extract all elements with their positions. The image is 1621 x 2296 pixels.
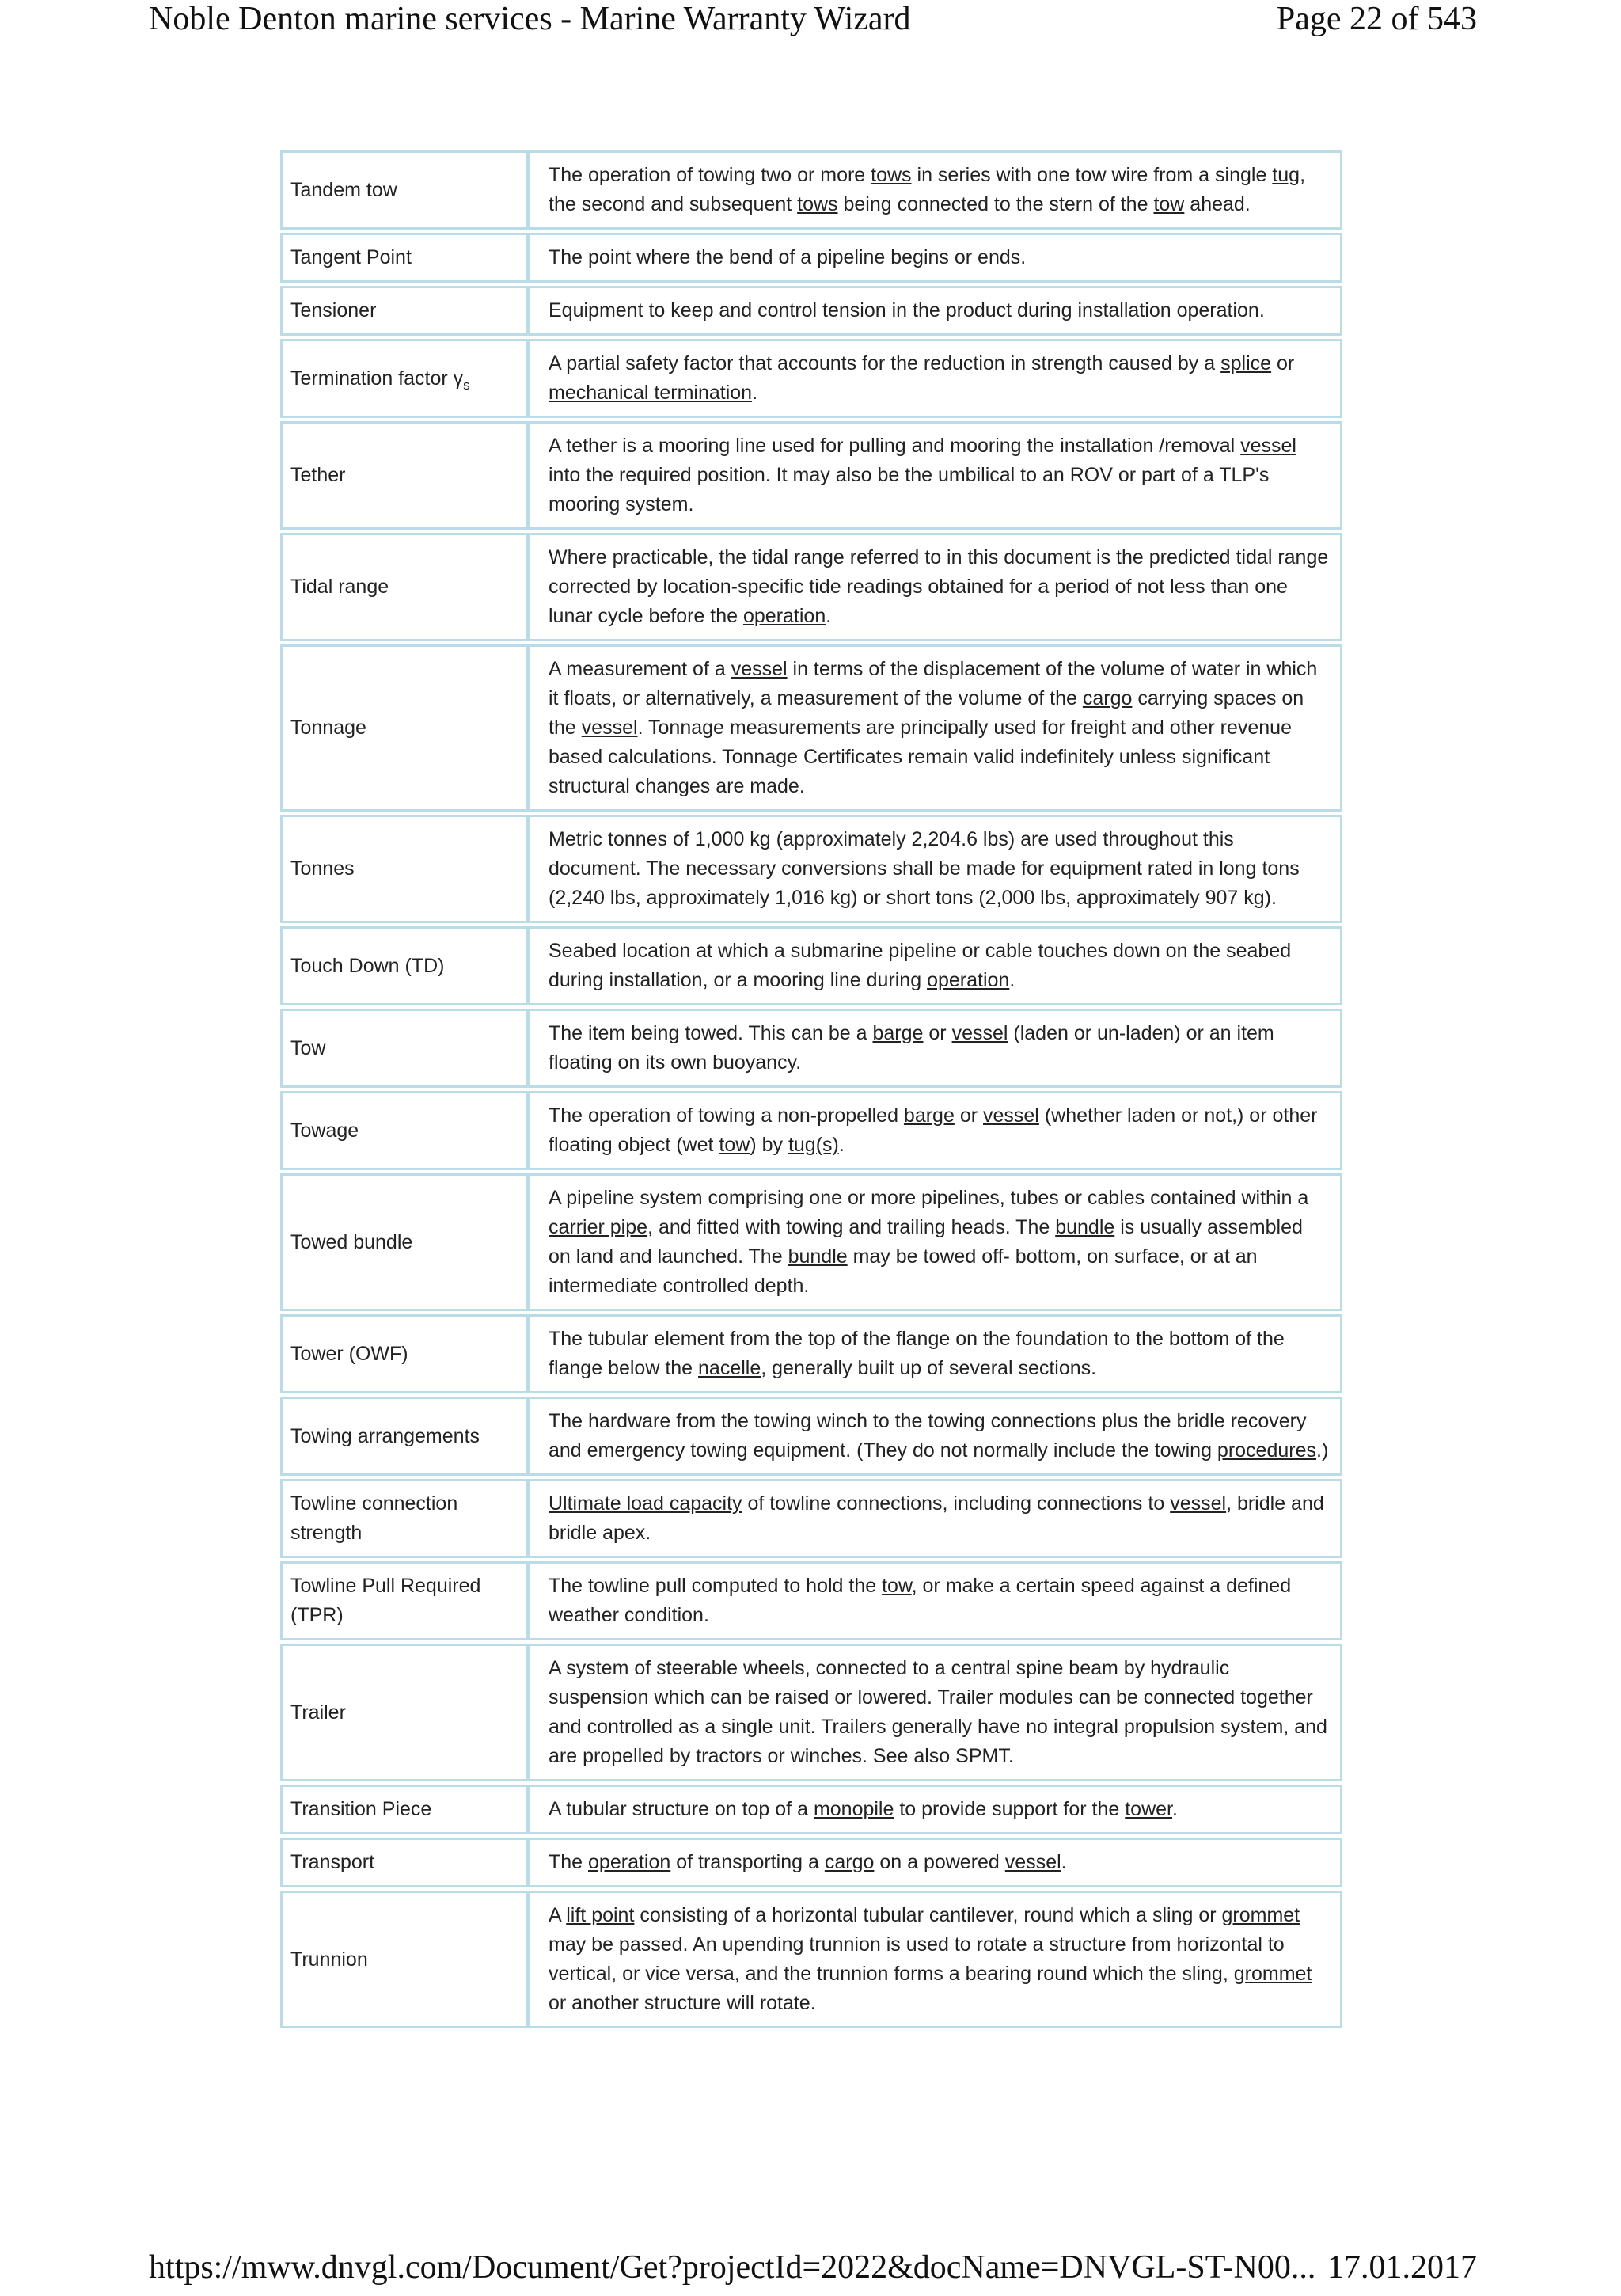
glossary-definition [528,926,1342,1005]
glossary-term [280,1173,528,1311]
glossary-definition [528,1314,1342,1393]
glossary-term [280,339,528,418]
glossary-link[interactable]: cargo [824,1851,875,1873]
glossary-row [280,1173,1342,1311]
glossary-definition [528,286,1342,336]
glossary-link[interactable]: grommet [1221,1904,1300,1926]
definition-text: or another structure will rotate. [549,1992,816,2014]
glossary-definition [528,644,1342,812]
glossary-row [280,1644,1342,1781]
definition-text: The operation of towing two or more [549,164,871,186]
glossary-link[interactable]: procedures [1217,1439,1316,1462]
glossary-link[interactable]: tower [1125,1798,1172,1820]
glossary-definition [528,1891,1342,2028]
definition-text: , generally built up of several sections. [761,1357,1097,1379]
glossary-term [280,233,528,283]
glossary-link[interactable]: splice [1220,352,1272,374]
term-text: Towed bundle [290,1230,413,1253]
glossary-definition [528,1479,1342,1558]
definition-text: Metric tonnes of 1,000 kg (approximately 2,204.6 lbs) are used throughout this document. The necessary conversions shall be made for equipment rated in long tons (2,240 lbs, approximately 1,016 kg) or short tons (2,000 lbs, approximately 907 kg). [549,828,1300,909]
glossary-row [280,1561,1342,1640]
definition-text: A partial safety factor that accounts for the reduction in strength caused by a [549,352,1221,374]
definition-text: Where practicable, the tidal range referred to in this document is the predicted tidal range corrected by location-specific tide readings obtained for a period of not less than one lunar cycle before the [549,546,1329,627]
glossary-row [280,1838,1342,1887]
term-text: Trunnion [290,1948,368,1971]
glossary-link[interactable]: tow [1153,193,1185,215]
glossary-definition [528,1644,1342,1781]
glossary-row [280,1891,1342,2028]
glossary-link[interactable]: mechanical termination [549,382,753,404]
glossary-row [280,1479,1342,1558]
glossary-row [280,815,1342,923]
definition-text: (laden or un-laden) or an item floating on its own buoyancy. [549,1022,1274,1074]
definition-text: . [1172,1798,1178,1820]
term-text: Trailer [290,1701,346,1724]
page-number: Page 22 of 543 [1276,1,1477,37]
definition-text: The hardware from the towing winch to the towing connections plus the bridle recovery and emergency towing equipment. (They do not normally include the towing [549,1410,1307,1462]
glossary-term [280,815,528,923]
glossary-term [280,1561,528,1640]
definition-text: or [923,1022,952,1044]
definition-text: , and fitted with towing and trailing heads. The [647,1216,1056,1238]
glossary-row [280,150,1342,230]
definition-text: A tubular structure on top of a [549,1798,814,1820]
glossary-definition [528,421,1342,530]
glossary-link[interactable]: nacelle [698,1357,761,1379]
term-text: Tidal range [290,576,389,598]
glossary-link[interactable]: lift point [566,1904,635,1926]
definition-text: to provide support for the [894,1798,1126,1820]
definition-text: The towline pull computed to hold the [549,1575,883,1597]
definition-text: on a powered [874,1851,1005,1873]
glossary-term [280,1397,528,1476]
glossary-link[interactable]: tow [882,1575,912,1597]
glossary-link[interactable]: vessel [731,658,788,680]
glossary-link[interactable]: vessel [951,1022,1008,1044]
term-text: Termination factor γ [290,367,464,390]
glossary-link[interactable]: vessel [983,1104,1039,1127]
term-text: Tether [290,464,346,486]
definition-text: A tether is a mooring line used for pulling and mooring the installation /removal [549,435,1241,457]
glossary-definition [528,339,1342,418]
term-text: Towing arrangements [290,1424,480,1447]
glossary-body [280,150,1342,2028]
glossary-row [280,1091,1342,1170]
definition-text: may be passed. An upending trunnion is used to rotate a structure from horizontal to vertical, or vice versa, and the trunnion forms a bearing round which the sling, [549,1933,1285,1985]
glossary-row [280,1785,1342,1834]
definition-text: Equipment to keep and control tension in the product during installation operation. [549,299,1265,321]
glossary-term [280,1009,528,1088]
term-subscript: s [463,377,470,393]
definition-text: The item being towed. This can be a [549,1022,873,1044]
term-text: Towage [290,1119,359,1142]
term-text: Tangent Point [290,246,412,268]
term-text: Towline connection strength [290,1492,458,1544]
glossary-link[interactable]: tug [1272,164,1300,186]
term-text: Tandem tow [290,178,397,201]
definition-text: . [826,605,832,627]
glossary-term [280,421,528,530]
definition-text: carrying spaces on the [549,687,1304,739]
definition-text: , the second and subsequent [549,164,1306,215]
definition-text: of towline connections, including connections to [742,1492,1171,1515]
glossary-term [280,533,528,641]
glossary-table [280,147,1342,2032]
glossary-link[interactable]: grommet [1233,1963,1312,1985]
glossary-definition [528,1785,1342,1834]
glossary-link[interactable]: vessel [1240,435,1296,457]
definition-text: consisting of a horizontal tubular cantilever, round which a sling or [634,1904,1222,1926]
glossary-definition [528,1173,1342,1311]
document-title: Noble Denton marine services - Marine Warranty Wizard [149,1,911,37]
definition-text: A pipeline system comprising one or more pipelines, tubes or cables contained within a [549,1187,1309,1209]
glossary-definition [528,1009,1342,1088]
glossary-term [280,926,528,1005]
definition-text: in terms of the displacement of the volume of water in which it floats, or alternatively, a measurement of the volume of the [549,658,1318,709]
definition-text: The operation of towing a non-propelled [549,1104,904,1127]
definition-text: in series with one tow wire from a single [911,164,1273,186]
glossary-link[interactable]: tows [871,164,912,186]
definition-text: A measurement of a [549,658,731,680]
glossary-link[interactable]: carrier pipe [549,1216,648,1238]
glossary-definition [528,1397,1342,1476]
glossary-definition [528,150,1342,230]
glossary-term [280,1891,528,2028]
definition-text: The [549,1851,589,1873]
term-text: Tow [290,1036,326,1059]
term-text: Tonnage [290,717,366,739]
glossary-link[interactable]: Ultimate load capacity [549,1492,742,1515]
definition-text: may be towed off- bottom, on surface, or at an intermediate controlled depth. [549,1245,1258,1297]
document-url: https://mww.dnvgl.com/Document/Get?projectId=2022&docName=DNVGL-ST-N00... [149,2249,1316,2286]
glossary-definition [528,1561,1342,1640]
glossary-link[interactable]: barge [872,1022,924,1044]
glossary-term [280,1091,528,1170]
definition-text: .) [1316,1439,1329,1462]
glossary-link[interactable]: barge [903,1104,955,1127]
glossary-term [280,150,528,230]
definition-text: . [838,1134,845,1156]
glossary-link[interactable]: tow [719,1134,750,1156]
glossary-term [280,1785,528,1834]
definition-text: or [954,1104,983,1127]
definition-text: , or make a certain speed against a defined weather condition. [549,1575,1292,1626]
glossary-row [280,1009,1342,1088]
definition-text: Seabed location at which a submarine pipeline or cable touches down on the seabed during installation, or a mooring line during [549,940,1292,991]
glossary-link[interactable]: vessel [1004,1851,1061,1873]
glossary-term [280,1314,528,1393]
glossary-row [280,926,1342,1005]
term-text: Tower (OWF) [290,1342,408,1365]
glossary-row [280,421,1342,530]
glossary-row [280,286,1342,336]
glossary-term [280,286,528,336]
glossary-row [280,233,1342,283]
definition-text: . [1009,969,1015,991]
definition-text: ahead. [1184,193,1251,215]
definition-text: A [549,1904,567,1926]
page-footer [0,2248,1621,2296]
glossary-link[interactable]: monopile [813,1798,894,1820]
term-text: Tensioner [290,299,377,321]
glossary-definition [528,1838,1342,1887]
glossary-row [280,533,1342,641]
print-date: 17.01.2017 [1327,2249,1477,2286]
glossary-link[interactable]: cargo [1082,687,1133,709]
glossary-link[interactable]: tows [797,193,838,215]
glossary-definition [528,533,1342,641]
glossary-row [280,644,1342,812]
definition-text: (whether laden or not,) or other floating object (wet [549,1104,1318,1156]
page-header [0,0,1621,48]
glossary-link[interactable]: operation [588,1851,671,1873]
glossary-link[interactable]: operation [927,969,1010,991]
term-text: Transition Piece [290,1798,432,1820]
glossary-definition [528,1091,1342,1170]
definition-text: . [752,382,758,404]
glossary-term [280,1838,528,1887]
glossary-row [280,1314,1342,1393]
glossary-link[interactable]: operation [742,605,826,627]
definition-text: . [1061,1851,1067,1873]
glossary-link[interactable]: tug(s) [788,1134,839,1156]
glossary-link[interactable]: vessel [1170,1492,1227,1515]
glossary-link[interactable]: bundle [1055,1216,1115,1238]
glossary-row [280,339,1342,418]
glossary-definition [528,233,1342,283]
definition-text: is usually assembled on land and launched. The [549,1216,1303,1268]
definition-text: of transporting a [670,1851,825,1873]
glossary-definition [528,815,1342,923]
definition-text: A system of steerable wheels, connected to a central spine beam by hydraulic suspension which can be raised or lowered. Trailer modules can be connected together and controlled as a single unit. Trailers generally have no integral propulsion system, and are propelled by tractors or winches. See also SPMT. [549,1657,1327,1767]
definition-text: or [1271,352,1295,374]
definition-text: ) by [750,1134,788,1156]
definition-text: into the required position. It may also be the umbilical to an ROV or part of a TLP's mooring system. [549,464,1270,515]
definition-text: The tubular element from the top of the flange on the foundation to the bottom of the flange below the [549,1328,1285,1379]
definition-text: , bridle and bridle apex. [549,1492,1324,1544]
glossary-row [280,1397,1342,1476]
term-text: Tonnes [290,857,355,880]
term-text: Towline Pull Required (TPR) [290,1575,481,1626]
definition-text: The point where the bend of a pipeline begins or ends. [549,246,1027,268]
term-text: Touch Down (TD) [290,954,445,977]
term-text: Transport [290,1851,375,1873]
definition-text: . Tonnage measurements are principally used for freight and other revenue based calculations. Tonnage Certificates remain valid indefinitely unless significant structural changes are made. [549,717,1292,797]
definition-text: being connected to the stern of the [837,193,1154,215]
glossary-term [280,644,528,812]
glossary-link[interactable]: bundle [788,1245,848,1268]
glossary-term [280,1644,528,1781]
glossary-term [280,1479,528,1558]
glossary-link[interactable]: vessel [581,717,638,739]
